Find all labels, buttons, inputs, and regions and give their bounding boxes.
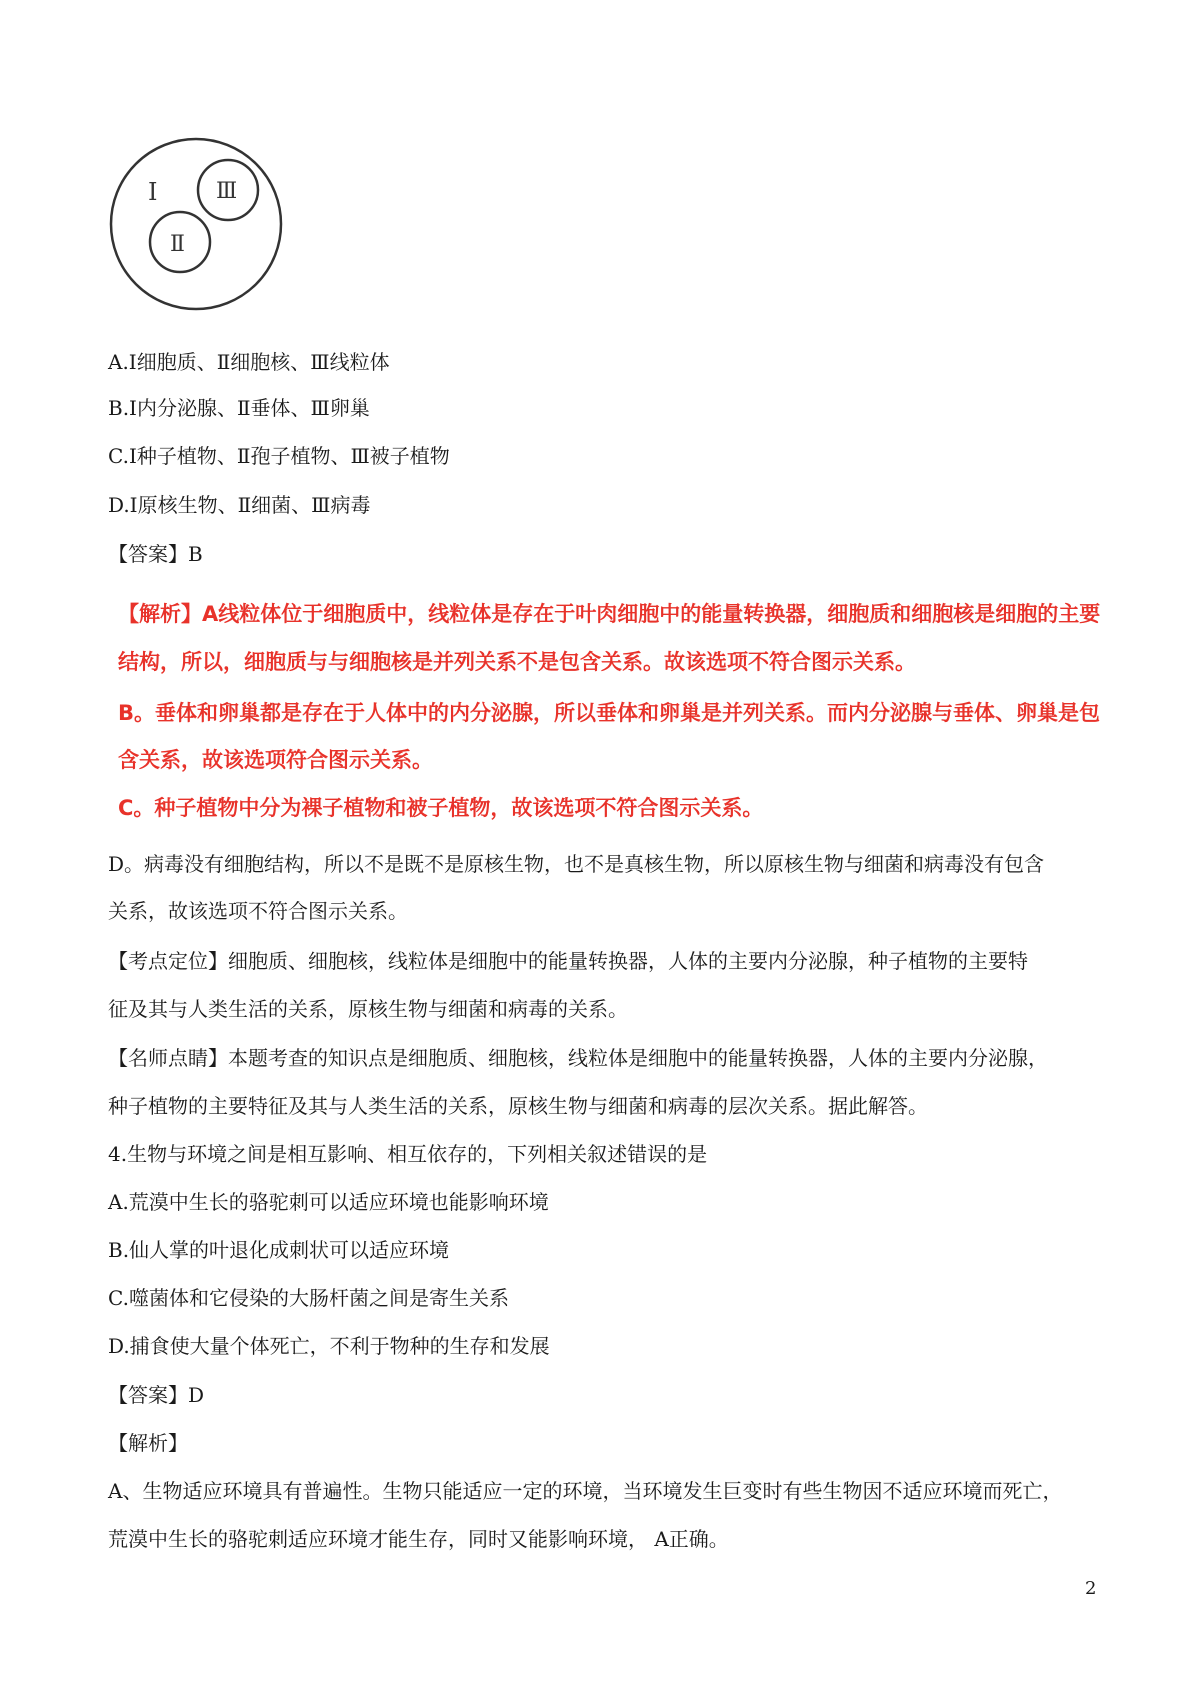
q4-answer: 【答案】D <box>108 1383 205 1407</box>
q3-option-b: B.Ⅰ内分泌腺、Ⅱ垂体、Ⅲ卵巢 <box>108 396 370 420</box>
q4-option-a: A.荒漠中生长的骆驼刺可以适应环境也能影响环境 <box>108 1190 549 1214</box>
venn-diagram <box>108 136 284 312</box>
q3-analysis-red-line-4: 含关系，故该选项符合图示关系。 <box>118 748 433 772</box>
q4-analysis-line-2: 荒漠中生长的骆驼刺适应环境才能生存，同时又能影响环境， A正确。 <box>108 1527 729 1551</box>
q3-analysis-d-line-2: 关系，故该选项不符合图示关系。 <box>108 899 408 923</box>
q3-option-a: A.Ⅰ细胞质、Ⅱ细胞核、Ⅲ线粒体 <box>108 350 390 374</box>
q4-analysis-line-1: A、生物适应环境具有普遍性。生物只能适应一定的环境，当环境发生巨变时有些生物因不适应环境而死亡， <box>108 1479 1063 1503</box>
q3-analysis-red-line-5: C。种子植物中分为裸子植物和被子植物，故该选项不符合图示关系。 <box>118 796 764 820</box>
q4-option-d: D.捕食使大量个体死亡，不利于物种的生存和发展 <box>108 1334 550 1358</box>
q3-answer: 【答案】B <box>108 542 203 566</box>
page-number: 2 <box>1085 1578 1097 1599</box>
q3-analysis-red-line-2: 结构，所以，细胞质与与细胞核是并列关系不是包含关系。故该选项不符合图示关系。 <box>118 650 916 674</box>
q3-mingshi-line-1: 【名师点睛】本题考查的知识点是细胞质、细胞核，线粒体是细胞中的能量转换器，人体的主要内分泌腺， <box>108 1046 1048 1070</box>
label-outer: Ⅰ <box>148 178 158 206</box>
q3-analysis-red-line-1: 【解析】A线粒体位于细胞质中，线粒体是存在于叶肉细胞中的能量转换器，细胞质和细胞核是细胞的主要 <box>118 602 1101 626</box>
q4-option-c: C.噬菌体和它侵染的大肠杆菌之间是寄生关系 <box>108 1286 509 1310</box>
label-inner-top: Ⅲ <box>216 179 238 204</box>
q3-analysis-red-line-3: B。垂体和卵巢都是存在于人体中的内分泌腺，所以垂体和卵巢是并列关系。而内分泌腺与垂体、卵巢是包 <box>118 701 1101 725</box>
q3-kaodian-line-2: 征及其与人类生活的关系，原核生物与细菌和病毒的关系。 <box>108 997 628 1021</box>
q3-analysis-d-line-1: D。病毒没有细胞结构，所以不是既不是原核生物，也不是真核生物，所以原核生物与细菌和病毒没有包含 <box>108 852 1045 876</box>
q3-kaodian-line-1: 【考点定位】细胞质、细胞核，线粒体是细胞中的能量转换器，人体的主要内分泌腺，种子植物的主要特 <box>108 949 1028 973</box>
q4-analysis-title: 【解析】 <box>108 1431 188 1455</box>
q3-option-d: D.Ⅰ原核生物、Ⅱ细菌、Ⅲ病毒 <box>108 493 371 517</box>
q3-option-c: C.Ⅰ种子植物、Ⅱ孢子植物、Ⅲ被子植物 <box>108 444 450 468</box>
label-inner-bottom: Ⅱ <box>170 232 185 257</box>
outer-circle <box>111 139 281 309</box>
q4-stem: 4.生物与环境之间是相互影响、相互依存的，下列相关叙述错误的是 <box>108 1142 708 1166</box>
q4-option-b: B.仙人掌的叶退化成刺状可以适应环境 <box>108 1238 450 1262</box>
q3-mingshi-line-2: 种子植物的主要特征及其与人类生活的关系，原核生物与细菌和病毒的层次关系。据此解答。 <box>108 1094 928 1118</box>
